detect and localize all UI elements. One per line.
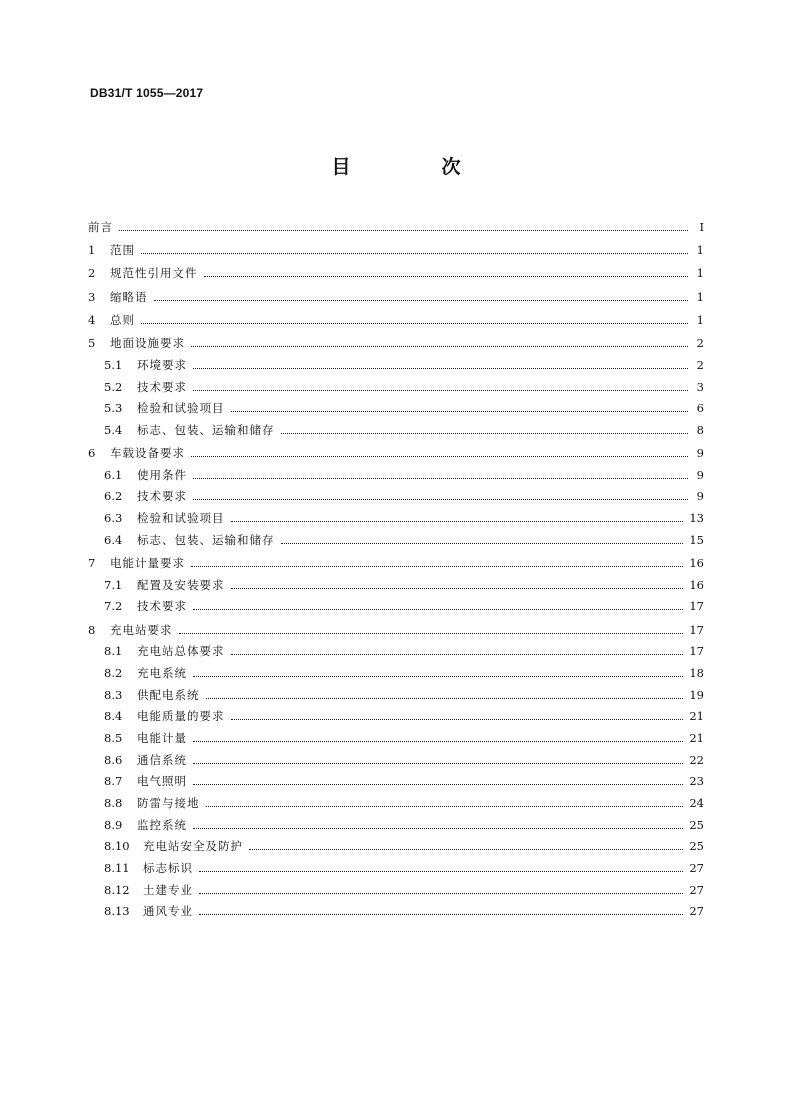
toc-entry-title: 通风专业 — [143, 904, 193, 919]
toc-entry-title: 配置及安装要求 — [137, 577, 225, 592]
toc-entry[interactable] — [88, 333, 704, 355]
toc-entry-number: 1 — [88, 242, 96, 257]
toc-entry-number: 7.2 — [104, 599, 123, 614]
toc-entry-title: 充电站总体要求 — [137, 644, 225, 659]
toc-entry-title: 标志、包装、运输和储存 — [137, 422, 275, 437]
toc-entry-page: 27 — [689, 860, 704, 875]
toc-dot-leader — [193, 741, 683, 742]
toc-entry-page: 16 — [689, 577, 704, 592]
toc-entry-title: 充电站要求 — [110, 622, 173, 637]
toc-entry-page: 27 — [689, 882, 704, 897]
toc-entry[interactable] — [88, 309, 704, 331]
toc-entry-title: 电气照明 — [137, 774, 187, 789]
toc-entry-title: 通信系统 — [137, 752, 187, 767]
table-of-contents — [88, 216, 704, 922]
toc-entry-page: 9 — [696, 489, 704, 504]
toc-entry-page: 2 — [696, 336, 704, 351]
toc-entry-title: 规范性引用文件 — [110, 266, 198, 281]
toc-entry-title: 车载设备要求 — [110, 446, 185, 461]
toc-entry-number: 8.3 — [104, 687, 123, 702]
toc-dot-leader — [281, 543, 684, 544]
toc-entry-number: 3 — [88, 289, 96, 304]
toc-entry[interactable] — [88, 727, 704, 749]
toc-dot-leader — [206, 806, 684, 807]
toc-entry-title: 标志标识 — [143, 860, 193, 875]
toc-entry-title: 检验和试验项目 — [137, 401, 225, 416]
document-id: DB31/T 1055—2017 — [90, 86, 204, 100]
toc-dot-leader — [191, 566, 683, 567]
toc-dot-leader — [231, 521, 684, 522]
toc-entry[interactable] — [88, 398, 704, 420]
toc-entry-title: 电能计量 — [137, 731, 187, 745]
toc-entry-number: 6.3 — [104, 511, 123, 526]
toc-entry[interactable] — [88, 792, 704, 814]
toc-entry-number: 8.6 — [104, 752, 123, 767]
toc-dot-leader — [193, 763, 683, 764]
toc-entry-title: 技术要求 — [137, 599, 187, 614]
toc-entry-page: 17 — [689, 622, 704, 637]
toc-dot-leader — [231, 588, 684, 589]
toc-entry-title: 地面设施要求 — [110, 336, 185, 351]
toc-entry[interactable] — [88, 771, 704, 793]
toc-entry-number: 8.1 — [104, 644, 123, 659]
toc-entry-number: 6.1 — [104, 467, 123, 482]
toc-entry-number: 8.10 — [104, 839, 130, 854]
toc-dot-leader — [281, 433, 689, 434]
toc-entry[interactable] — [88, 596, 704, 618]
toc-entry[interactable] — [88, 814, 704, 836]
toc-entry-number: 2 — [88, 266, 96, 281]
toc-entry-title: 防雷与接地 — [137, 795, 200, 810]
toc-entry[interactable] — [88, 529, 704, 551]
toc-entry-number: 8.2 — [104, 666, 123, 681]
toc-entry-page: 17 — [689, 644, 704, 659]
toc-entry-number: 5 — [88, 336, 96, 351]
toc-entry-title: 总则 — [110, 312, 135, 327]
toc-entry-title: 充电站安全及防护 — [143, 839, 243, 854]
toc-entry-number: 8.4 — [104, 709, 123, 724]
toc-entry-number: 6.4 — [104, 532, 123, 547]
toc-entry[interactable] — [88, 574, 704, 596]
toc-entry-page: 2 — [696, 357, 704, 372]
toc-entry-page: 21 — [689, 709, 704, 724]
toc-entry-title: 电能计量要求 — [110, 556, 185, 571]
toc-entry-number: 6.2 — [104, 489, 123, 504]
toc-entry-page: 8 — [696, 422, 704, 437]
toc-dot-leader — [141, 253, 688, 254]
toc-entry-title: 充电系统 — [137, 666, 187, 681]
toc-dot-leader — [193, 499, 688, 500]
toc-entry[interactable] — [88, 662, 704, 684]
toc-entry[interactable] — [88, 486, 704, 508]
toc-dot-leader — [193, 478, 688, 479]
toc-entry[interactable] — [88, 354, 704, 376]
toc-dot-leader — [231, 654, 684, 655]
toc-entry-title: 使用条件 — [137, 467, 187, 482]
toc-entry-number: 8.5 — [104, 731, 123, 745]
toc-dot-leader — [119, 230, 688, 231]
toc-entry-page: 13 — [689, 511, 704, 526]
toc-entry[interactable] — [88, 706, 704, 728]
toc-entry-number: 7.1 — [104, 577, 123, 592]
toc-entry-number: 7 — [88, 556, 96, 571]
toc-entry[interactable] — [88, 879, 704, 901]
toc-entry[interactable] — [88, 901, 704, 923]
toc-entry-number: 4 — [88, 312, 96, 327]
toc-entry-page: 1 — [696, 242, 704, 257]
toc-dot-leader — [206, 698, 684, 699]
toc-entry-page: 27 — [689, 904, 704, 919]
toc-entry-page: 17 — [689, 599, 704, 614]
toc-entry-number: 6 — [88, 446, 96, 461]
toc-entry[interactable] — [88, 749, 704, 771]
toc-entry-title: 供配电系统 — [137, 687, 200, 702]
toc-entry-number: 8.8 — [104, 795, 123, 810]
toc-dot-leader — [193, 676, 683, 677]
toc-dot-leader — [141, 323, 688, 324]
toc-entry-page: 15 — [689, 532, 704, 547]
toc-entry[interactable] — [88, 857, 704, 879]
toc-entry[interactable] — [88, 641, 704, 663]
toc-entry-number: 5.3 — [104, 401, 123, 416]
toc-dot-leader — [179, 633, 684, 634]
toc-entry-number: 8.13 — [104, 904, 130, 919]
toc-dot-leader — [154, 300, 689, 301]
toc-entry-page: 9 — [696, 446, 704, 461]
toc-dot-leader — [193, 390, 688, 391]
toc-entry-page: 9 — [696, 467, 704, 482]
toc-entry[interactable] — [88, 684, 704, 706]
toc-dot-leader — [249, 849, 683, 850]
toc-entry-title: 技术要求 — [137, 379, 187, 394]
toc-entry-page: 3 — [696, 379, 704, 394]
toc-entry[interactable] — [88, 464, 704, 486]
toc-entry-page: 16 — [689, 556, 704, 571]
toc-entry[interactable] — [88, 263, 704, 285]
toc-entry-number: 5.4 — [104, 422, 123, 437]
toc-dot-leader — [199, 871, 683, 872]
toc-entry[interactable] — [88, 836, 704, 858]
toc-entry-page: 1 — [696, 289, 704, 304]
toc-entry-title: 缩略语 — [110, 289, 148, 304]
toc-entry-title: 前言 — [88, 219, 113, 234]
toc-entry-page: 6 — [696, 401, 704, 416]
toc-entry-page: 25 — [689, 817, 704, 832]
toc-entry-title: 检验和试验项目 — [137, 511, 225, 526]
toc-entry[interactable] — [88, 286, 704, 308]
toc-dot-leader — [191, 346, 688, 347]
toc-entry-title: 技术要求 — [137, 489, 187, 504]
toc-entry[interactable] — [88, 507, 704, 529]
toc-entry[interactable] — [88, 552, 704, 574]
toc-entry-number: 5.1 — [104, 357, 123, 372]
toc-entry-page: 25 — [689, 839, 704, 854]
toc-entry-title: 范围 — [110, 242, 135, 257]
toc-entry-page: 1 — [696, 312, 704, 327]
toc-entry-page: 1 — [696, 266, 704, 281]
toc-entry[interactable] — [88, 239, 704, 261]
toc-entry-page: 24 — [689, 795, 704, 810]
toc-entry[interactable] — [88, 216, 704, 238]
toc-entry[interactable] — [88, 619, 704, 641]
toc-dot-leader — [193, 368, 688, 369]
toc-entry-number: 8.12 — [104, 882, 130, 897]
toc-entry-page: 21 — [689, 731, 704, 745]
toc-dot-leader — [191, 456, 688, 457]
toc-entry-number: 5.2 — [104, 379, 123, 394]
toc-entry-number: 8.11 — [104, 860, 130, 875]
toc-entry-number: 8.9 — [104, 817, 123, 832]
toc-entry-title: 标志、包装、运输和储存 — [137, 532, 275, 547]
toc-entry-page: 18 — [689, 666, 704, 681]
toc-dot-leader — [193, 784, 683, 785]
toc-dot-leader — [199, 893, 683, 894]
toc-dot-leader — [204, 276, 689, 277]
toc-dot-leader — [231, 719, 684, 720]
toc-dot-leader — [231, 411, 689, 412]
toc-dot-leader — [193, 609, 683, 610]
toc-entry-title: 电能质量的要求 — [137, 709, 225, 724]
toc-entry-title: 土建专业 — [143, 882, 193, 897]
toc-entry-page: 23 — [689, 774, 704, 789]
toc-entry-page: 22 — [689, 752, 704, 767]
toc-entry[interactable] — [88, 443, 704, 465]
toc-entry[interactable] — [88, 376, 704, 398]
toc-entry[interactable] — [88, 419, 704, 441]
toc-entry-page: I — [699, 219, 704, 234]
toc-entry-number: 8 — [88, 622, 96, 637]
page-title: 目 次 — [331, 156, 497, 178]
toc-dot-leader — [199, 914, 683, 915]
toc-entry-page: 19 — [689, 687, 704, 702]
toc-entry-title: 环境要求 — [137, 357, 187, 372]
toc-dot-leader — [193, 828, 683, 829]
toc-entry-title: 监控系统 — [137, 817, 187, 832]
toc-entry-number: 8.7 — [104, 774, 123, 789]
